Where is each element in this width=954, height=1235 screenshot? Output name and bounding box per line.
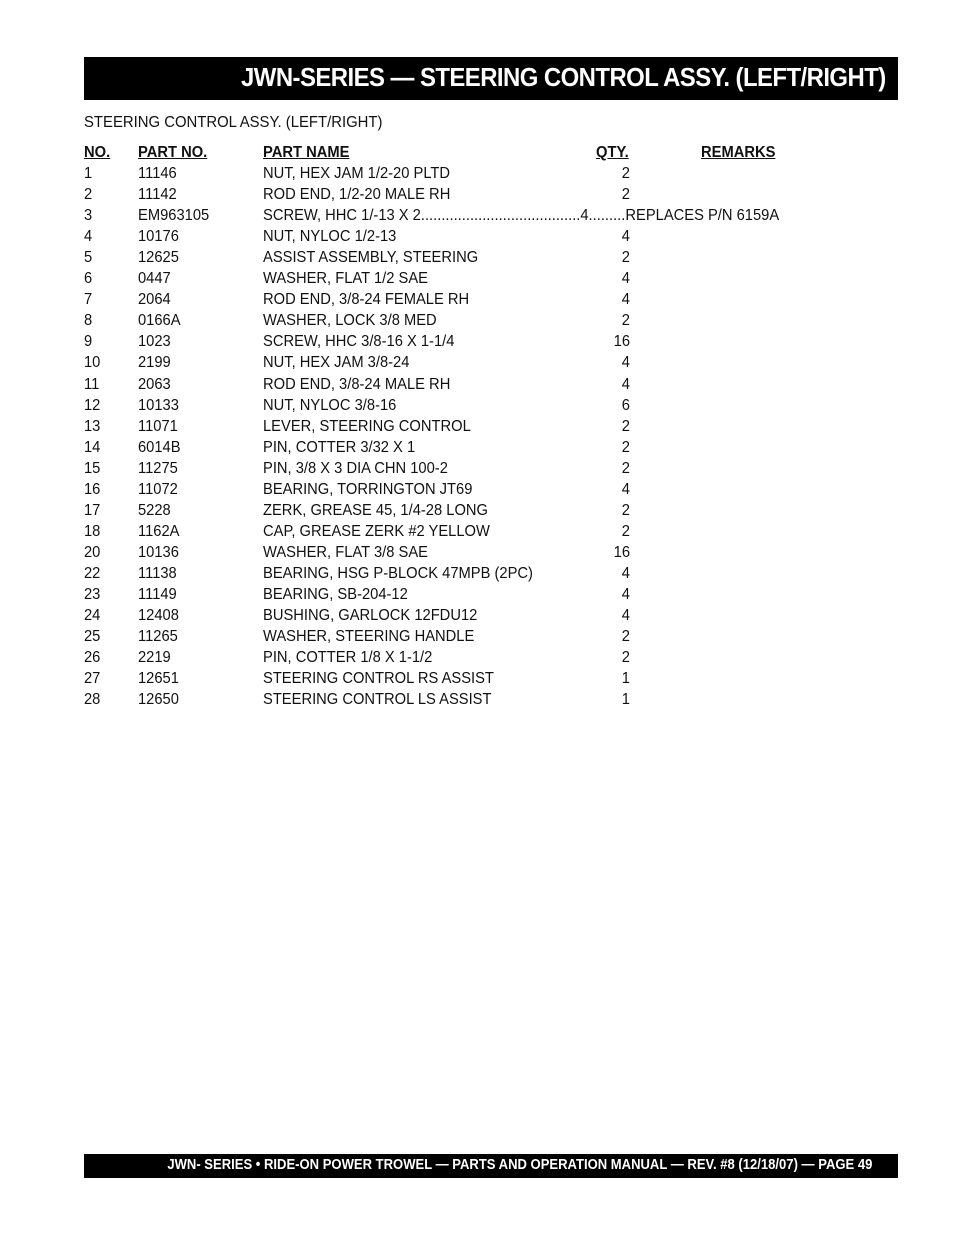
cell-no: 7 (84, 291, 93, 309)
cell-part-no: 12651 (138, 670, 179, 688)
cell-qty: 16 (613, 333, 630, 351)
table-row (84, 543, 864, 564)
cell-part-no: 11138 (138, 564, 177, 582)
cell-part-no: 11146 (138, 165, 177, 183)
cell-qty: 4 (621, 585, 630, 603)
cell-part-no: 11072 (138, 480, 178, 498)
cell-part-no: 10176 (138, 228, 179, 246)
cell-qty: 2 (621, 459, 630, 477)
cell-no: 6 (84, 270, 93, 288)
table-row (84, 332, 864, 353)
cell-qty: 2 (621, 417, 630, 435)
cell-qty: 4 (621, 270, 630, 288)
table-row (84, 585, 864, 606)
table-body (84, 164, 864, 711)
cell-no: 10 (84, 354, 101, 372)
cell-part-no: 11142 (138, 186, 177, 204)
table-row (84, 290, 864, 311)
table-row (84, 480, 864, 501)
column-header-qty: QTY. (596, 144, 629, 161)
cell-no: 17 (84, 501, 101, 519)
parts-table (84, 143, 864, 711)
cell-part-name: NUT, NYLOC 1/2-13 (263, 228, 397, 246)
cell-part-no: 1162A (138, 522, 180, 540)
cell-part-name: BEARING, HSG P-BLOCK 47MPB (2PC) (263, 564, 533, 582)
cell-no: 26 (84, 649, 101, 667)
cell-part-name: NUT, HEX JAM 1/2-20 PLTD (263, 165, 451, 183)
cell-part-no: 2064 (138, 291, 171, 309)
cell-part-name: NUT, NYLOC 3/8-16 (263, 396, 397, 414)
cell-qty: 4 (621, 607, 630, 625)
cell-part-name: WASHER, LOCK 3/8 MED (263, 312, 437, 330)
cell-no: 27 (84, 670, 101, 688)
footer-bar (84, 1154, 898, 1178)
cell-part-name: PIN, COTTER 3/32 X 1 (263, 438, 416, 456)
cell-part-no: 10133 (138, 396, 179, 414)
cell-no: 13 (84, 417, 101, 435)
cell-part-name: PIN, COTTER 1/8 X 1-1/2 (263, 649, 433, 667)
table-row (84, 227, 864, 248)
cell-part-no: 1023 (138, 333, 171, 351)
cell-no: 18 (84, 522, 101, 540)
cell-no: 3 (84, 207, 93, 225)
cell-part-name: NUT, HEX JAM 3/8-24 (263, 354, 410, 372)
cell-no: 12 (84, 396, 101, 414)
cell-qty: 4 (621, 564, 630, 582)
cell-part-no: 11265 (138, 628, 178, 646)
table-row (84, 564, 864, 585)
cell-no: 2 (84, 186, 93, 204)
cell-part-name: ROD END, 1/2-20 MALE RH (263, 186, 451, 204)
cell-qty: 4 (621, 375, 630, 393)
table-row (84, 396, 864, 417)
cell-qty: 2 (621, 186, 630, 204)
table-row (84, 648, 864, 669)
cell-no: 25 (84, 628, 101, 646)
column-header-part-name: PART NAME (263, 144, 350, 161)
cell-qty: 2 (621, 249, 630, 267)
cell-part-no: 11149 (138, 585, 177, 603)
cell-no: 11 (84, 375, 100, 393)
cell-qty: 1 (621, 691, 630, 709)
cell-qty: 4 (621, 228, 630, 246)
cell-part-no: 5228 (138, 501, 171, 519)
cell-part-name: BUSHING, GARLOCK 12FDU12 (263, 607, 478, 625)
cell-qty: 2 (621, 438, 630, 456)
cell-part-name: SCREW, HHC 3/8-16 X 1-1/4 (263, 333, 455, 351)
cell-part-no: 12408 (138, 607, 179, 625)
table-row (84, 206, 864, 227)
table-row (84, 164, 864, 185)
cell-no: 5 (84, 249, 93, 267)
cell-part-name: SCREW, HHC 1/-13 X 2.......................................4.........REPLACES P/N 6159A (263, 207, 780, 225)
cell-part-no: 0447 (138, 270, 171, 288)
cell-part-name: CAP, GREASE ZERK #2 YELLOW (263, 522, 490, 540)
cell-part-no: 11275 (138, 459, 178, 477)
table-row (84, 669, 864, 690)
page-title: JWN-SERIES — STEERING CONTROL ASSY. (LEFT/RIGHT) (241, 62, 886, 92)
table-row (84, 353, 864, 374)
section-subtitle: STEERING CONTROL ASSY. (LEFT/RIGHT) (84, 114, 383, 131)
table-row (84, 690, 864, 711)
table-row (84, 185, 864, 206)
cell-part-name: LEVER, STEERING CONTROL (263, 417, 471, 435)
column-header-remarks: REMARKS (701, 144, 776, 161)
cell-qty: 2 (621, 165, 630, 183)
cell-qty: 6 (621, 396, 630, 414)
cell-part-no: 2199 (138, 354, 171, 372)
table-row (84, 248, 864, 269)
cell-no: 8 (84, 312, 93, 330)
table-row (84, 269, 864, 290)
cell-no: 9 (84, 333, 93, 351)
column-header-part-no: PART NO. (138, 144, 208, 161)
cell-part-no: 2219 (138, 649, 171, 667)
cell-no: 20 (84, 543, 101, 561)
table-row (84, 417, 864, 438)
cell-part-no: 12625 (138, 249, 179, 267)
cell-no: 14 (84, 438, 101, 456)
cell-no: 4 (84, 228, 93, 246)
cell-part-name: WASHER, STEERING HANDLE (263, 628, 475, 646)
cell-qty: 16 (613, 543, 630, 561)
cell-qty: 4 (621, 480, 630, 498)
cell-part-name: WASHER, FLAT 1/2 SAE (263, 270, 428, 288)
table-row (84, 522, 864, 543)
cell-qty: 1 (621, 670, 630, 688)
cell-no: 22 (84, 564, 101, 582)
cell-qty: 2 (621, 312, 630, 330)
cell-part-no: 2063 (138, 375, 171, 393)
cell-part-no: 10136 (138, 543, 179, 561)
cell-qty: 2 (621, 522, 630, 540)
cell-qty: 2 (621, 501, 630, 519)
footer-text: JWN- SERIES • RIDE-ON POWER TROWEL — PARTS AND OPERATION MANUAL — REV. #8 (12/18/07) — PAGE 49 (166, 1157, 872, 1173)
table-row (84, 627, 864, 648)
table-row (84, 375, 864, 396)
table-row (84, 606, 864, 627)
cell-part-name: ASSIST ASSEMBLY, STEERING (263, 249, 479, 267)
cell-part-name: WASHER, FLAT 3/8 SAE (263, 543, 428, 561)
table-row (84, 438, 864, 459)
cell-no: 1 (84, 165, 93, 183)
cell-part-no: 11071 (138, 417, 178, 435)
cell-part-name: PIN, 3/8 X 3 DIA CHN 100-2 (263, 459, 448, 477)
table-row (84, 311, 864, 332)
cell-part-name: BEARING, TORRINGTON JT69 (263, 480, 473, 498)
cell-part-no: EM963105 (138, 207, 210, 225)
page-title-bar (84, 57, 898, 100)
cell-no: 15 (84, 459, 101, 477)
cell-qty: 2 (621, 628, 630, 646)
column-header-no: NO. (84, 144, 111, 161)
cell-part-no: 6014B (138, 438, 181, 456)
cell-part-name: ROD END, 3/8-24 FEMALE RH (263, 291, 470, 309)
cell-no: 16 (84, 480, 101, 498)
table-row (84, 501, 864, 522)
cell-part-name: STEERING CONTROL LS ASSIST (263, 691, 492, 709)
cell-qty: 4 (621, 354, 630, 372)
cell-no: 28 (84, 691, 101, 709)
cell-part-no: 0166A (138, 312, 181, 330)
cell-no: 23 (84, 585, 101, 603)
cell-part-name: ROD END, 3/8-24 MALE RH (263, 375, 451, 393)
table-row (84, 459, 864, 480)
cell-qty: 4 (621, 291, 630, 309)
cell-qty: 2 (621, 649, 630, 667)
cell-part-no: 12650 (138, 691, 179, 709)
table-header-row (84, 143, 864, 164)
cell-part-name: STEERING CONTROL RS ASSIST (263, 670, 494, 688)
cell-part-name: BEARING, SB-204-12 (263, 585, 408, 603)
cell-no: 24 (84, 607, 101, 625)
cell-part-name: ZERK, GREASE 45, 1/4-28 LONG (263, 501, 488, 519)
